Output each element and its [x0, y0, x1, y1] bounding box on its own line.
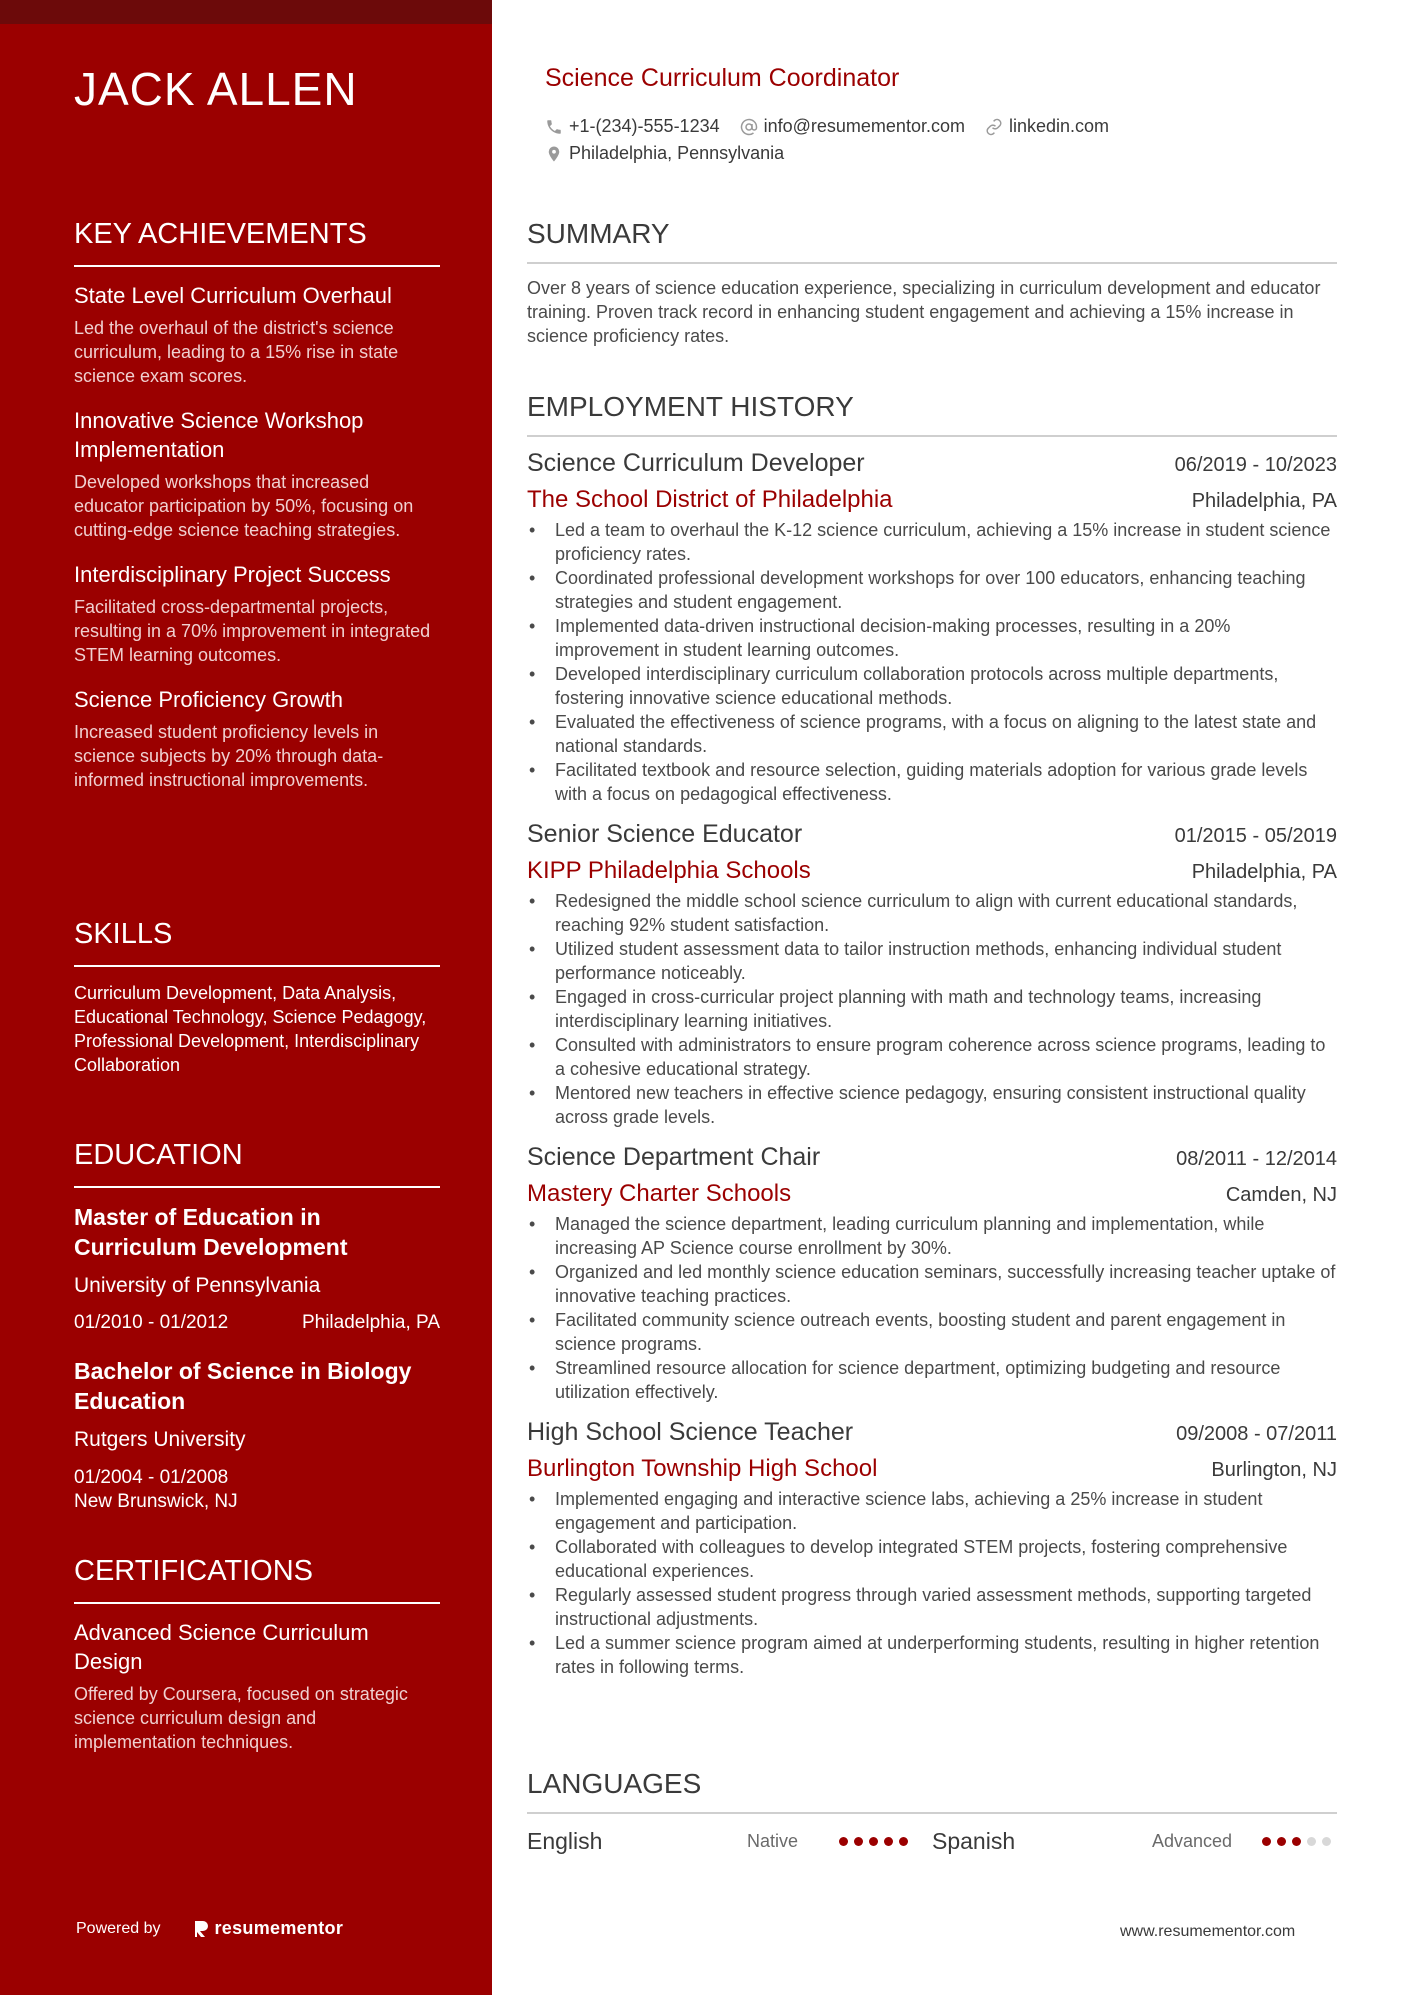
language-name: Spanish [932, 1828, 1016, 1854]
education-dates: 01/2010 - 01/2012 [74, 1312, 229, 1333]
education-school: University of Pennsylvania [74, 1274, 321, 1297]
achievement-title: Interdisciplinary Project Success [74, 562, 391, 587]
job-bullet: • Utilized student assessment data to tailor instruction methods, enhancing individual student performance noticeably. [527, 937, 1337, 985]
achievement-title: State Level Curriculum Overhaul [74, 283, 392, 308]
key-achievements-section [74, 218, 440, 810]
education-meta [74, 1466, 440, 1514]
rating-dot-filled [899, 1837, 908, 1846]
section-heading: LANGUAGES [527, 1768, 1337, 1814]
achievement-title: Science Proficiency Growth [74, 687, 343, 712]
language-rating [839, 1837, 914, 1846]
job-organization: Burlington Township High School [527, 1455, 878, 1482]
education-degree: Master of Education in Curriculum Development [74, 1204, 348, 1260]
job-bullet: • Regularly assessed student progress through varied assessment methods, supporting targeted instructional adjustments. [527, 1583, 1337, 1631]
job-bullets [527, 518, 1337, 806]
rating-dot-filled [869, 1837, 878, 1846]
candidate-name: JACK ALLEN [74, 63, 358, 115]
job-bullet: • Redesigned the middle school science curriculum to align with current educational standards, reaching 92% student satisfaction. [527, 889, 1337, 937]
job-bullet: • Collaborated with colleagues to develop integrated STEM projects, fostering comprehensive educational experiences. [527, 1535, 1337, 1583]
location-text: Philadelphia, Pennsylvania [569, 143, 785, 163]
job-bullet: • Organized and led monthly science education seminars, successfully increasing teacher uptake of innovative teaching practices. [527, 1260, 1337, 1308]
section-heading: EDUCATION [74, 1139, 440, 1188]
education-meta [74, 1312, 440, 1334]
job-dates: 01/2015 - 05/2019 [1174, 825, 1337, 847]
job-bullet: • Led a team to overhaul the K-12 science curriculum, achieving a 15% increase in student science proficiency rates. [527, 518, 1337, 566]
job-location: Philadelphia, PA [1191, 490, 1337, 512]
language-level: Advanced [1152, 1831, 1233, 1851]
job-bullet: • Facilitated community science outreach events, boosting student and parent engagement in science programs. [527, 1308, 1337, 1356]
powered-by [76, 1918, 343, 1939]
language-name: English [527, 1828, 603, 1854]
job-bullet: • Streamlined resource allocation for science department, optimizing budgeting and resource utilization effectively. [527, 1356, 1337, 1404]
education-item [74, 1356, 440, 1514]
education-degree: Bachelor of Science in Biology Education [74, 1358, 412, 1414]
language-level: Native [747, 1831, 799, 1851]
job-bullets [527, 889, 1337, 1129]
job-entry [527, 1143, 1337, 1404]
job-entry [527, 820, 1337, 1129]
section-heading: KEY ACHIEVEMENTS [74, 218, 440, 267]
job-role: Senior Science Educator [527, 820, 803, 848]
certification-text: Offered by Coursera, focused on strategic science curriculum design and implementation techniques. [74, 1684, 408, 1752]
rating-dot-filled [1262, 1837, 1271, 1846]
section-heading: EMPLOYMENT HISTORY [527, 391, 1337, 437]
job-location: Burlington, NJ [1211, 1459, 1337, 1481]
rating-dot-empty [1307, 1837, 1316, 1846]
job-role: High School Science Teacher [527, 1418, 854, 1446]
job-organization: Mastery Charter Schools [527, 1180, 792, 1207]
sidebar [0, 0, 492, 1995]
skills-list: Curriculum Development, Data Analysis, Educational Technology, Science Pedagogy, Professional Development, Interdisciplinary Collaboration [74, 983, 427, 1075]
job-location: Philadelphia, PA [1191, 861, 1337, 883]
achievement-title: Innovative Science Workshop Implementation [74, 408, 364, 462]
contact-linkedin[interactable] [985, 116, 1109, 137]
job-organization: The School District of Philadelphia [527, 486, 893, 513]
education-school: Rutgers University [74, 1428, 246, 1451]
achievement-item [74, 281, 440, 388]
achievement-item [74, 406, 440, 542]
job-bullets [527, 1212, 1337, 1404]
employment-section [527, 391, 1337, 1679]
contact-info [545, 113, 1129, 167]
job-bullet: • Facilitated textbook and resource selection, guiding materials adoption for various grade levels with a focus on pedagogical effectiveness. [527, 758, 1337, 806]
linkedin-text: linkedin.com [1008, 116, 1110, 136]
job-bullet: • Led a summer science program aimed at underperforming students, resulting in higher retention rates in following terms. [527, 1631, 1337, 1679]
job-location: Camden, NJ [1225, 1184, 1337, 1206]
achievement-text: Led the overhaul of the district's science curriculum, leading to a 15% rise in state science exam scores. [74, 318, 399, 386]
job-entry [527, 449, 1337, 806]
job-list [527, 449, 1337, 1679]
sidebar-top-bar [0, 0, 492, 24]
section-heading: SUMMARY [527, 218, 1337, 264]
phone-icon [545, 118, 563, 136]
job-title: Science Curriculum Coordinator [545, 64, 900, 92]
achievement-item [74, 685, 440, 792]
rating-dot-empty [1322, 1837, 1331, 1846]
summary-section [527, 218, 1337, 348]
job-organization: KIPP Philadelphia Schools [527, 857, 811, 884]
rating-dot-filled [884, 1837, 893, 1846]
certification-title: Advanced Science Curriculum Design [74, 1620, 369, 1674]
phone-text: +1-(234)-555-1234 [569, 116, 720, 136]
rating-dot-filled [854, 1837, 863, 1846]
language-item [932, 1828, 1337, 1855]
job-bullet: • Developed interdisciplinary curriculum collaboration protocols across multiple departments, fostering innovative science educational methods. [527, 662, 1337, 710]
language-item [527, 1828, 932, 1855]
brand-logo[interactable] [193, 1918, 344, 1939]
job-dates: 08/2011 - 12/2014 [1176, 1148, 1337, 1170]
language-list [527, 1828, 1337, 1855]
contact-location [545, 143, 784, 164]
job-bullet: • Implemented engaging and interactive science labs, achieving a 25% increase in student engagement and participation. [527, 1487, 1337, 1535]
job-bullet: • Coordinated professional development workshops for over 100 educators, enhancing teaching strategies and student engagement. [527, 566, 1337, 614]
skills-section [74, 918, 440, 1077]
job-bullet: • Consulted with administrators to ensure program coherence across science programs, leading to a cohesive educational strategy. [527, 1033, 1337, 1081]
job-bullet: • Evaluated the effectiveness of science programs, with a focus on aligning to the latest state and national standards. [527, 710, 1337, 758]
rating-dot-filled [1292, 1837, 1301, 1846]
section-heading: SKILLS [74, 918, 440, 967]
powered-by-label: Powered by [76, 1919, 161, 1937]
achievement-text: Facilitated cross-departmental projects, resulting in a 70% improvement in integrated STEM learning outcomes. [74, 597, 431, 665]
job-bullet: • Mentored new teachers in effective science pedagogy, ensuring consistent instructional quality across grade levels. [527, 1081, 1337, 1129]
job-role: Science Curriculum Developer [527, 449, 865, 477]
achievement-text: Developed workshops that increased educator participation by 50%, focusing on cutting-edge science teaching strategies. [74, 472, 414, 540]
certifications-section [74, 1555, 440, 1772]
education-dates: 01/2004 - 01/2008 [74, 1467, 229, 1488]
job-role: Science Department Chair [527, 1143, 821, 1171]
education-location: Philadelphia, PA [301, 1312, 440, 1333]
summary-text: Over 8 years of science education experience, specializing in curriculum development and educator training. Proven track record in enhancing student engagement and achieving a 15% increase in science proficiency rates. [527, 278, 1321, 346]
language-rating [1262, 1837, 1337, 1846]
job-dates: 06/2019 - 10/2023 [1174, 454, 1337, 476]
education-item [74, 1202, 440, 1334]
link-icon [985, 118, 1003, 136]
rating-dot-filled [1277, 1837, 1286, 1846]
job-dates: 09/2008 - 07/2011 [1176, 1423, 1337, 1445]
certification-item [74, 1618, 440, 1754]
job-bullet: • Implemented data-driven instructional decision-making processes, resulting in a 20% improvement in student learning outcomes. [527, 614, 1337, 662]
job-bullet: • Engaged in cross-curricular project planning with math and technology teams, increasing interdisciplinary learning initiatives. [527, 985, 1337, 1033]
resumementor-logo-icon [193, 1919, 209, 1939]
section-heading: CERTIFICATIONS [74, 1555, 440, 1604]
email-text: info@resumementor.com [763, 116, 965, 136]
education-location: New Brunswick, NJ [74, 1491, 238, 1512]
job-bullet: • Managed the science department, leading curriculum planning and implementation, while increasing AP Science course enrollment by 30%. [527, 1212, 1337, 1260]
job-bullets [527, 1487, 1337, 1679]
at-sign-icon [740, 118, 758, 136]
education-section [74, 1139, 440, 1532]
achievement-item [74, 560, 440, 667]
languages-section [527, 1768, 1337, 1855]
brand-name: resumementor [214, 1918, 344, 1938]
rating-dot-filled [839, 1837, 848, 1846]
contact-phone[interactable] [545, 116, 720, 137]
footer-url[interactable]: www.resumementor.com [1120, 1923, 1296, 1940]
contact-email[interactable] [740, 116, 965, 137]
achievement-text: Increased student proficiency levels in science subjects by 20% through data-informed instructional improvements. [74, 722, 384, 790]
location-pin-icon [545, 145, 563, 163]
job-entry [527, 1418, 1337, 1679]
